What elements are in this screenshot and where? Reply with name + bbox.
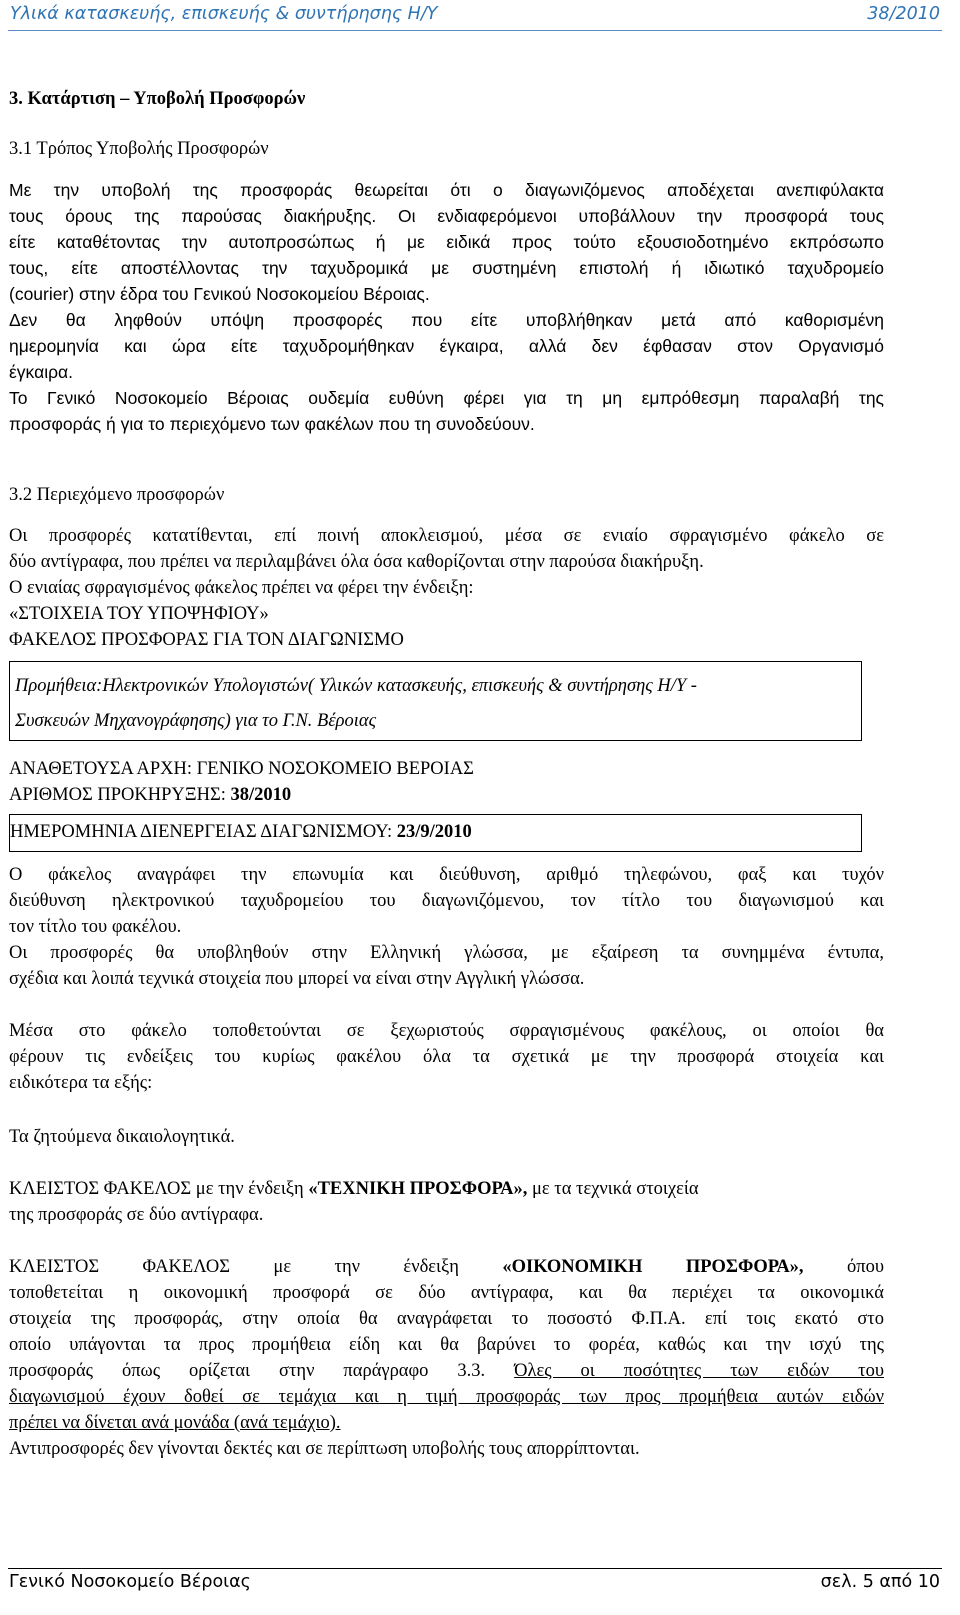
paragraph-line: τοποθετείται η οικονομική προσφορά σε δύο αντίγραφα, και θα περιέχει τα οικονομικά: [9, 1283, 884, 1303]
procurement-line: Συσκευών Μηχανογράφησης) για το Γ.Ν. Βέροιας: [15, 711, 377, 731]
paragraph-line: οποίο υπάγονται τα προς προμήθεια είδη και θα βαρύνει το φορέα, καθώς και την ισχύ της: [9, 1335, 884, 1355]
financial-envelope-prefix: ΚΛΕΙΣΤΟΣ ΦΑΚΕΛΟΣ με την ένδειξη: [9, 1257, 503, 1277]
paragraph-line: ειδικότερα τα εξής:: [9, 1073, 153, 1093]
proclamation-number: [9, 782, 884, 808]
page-footer: [9, 1572, 940, 1592]
paragraph-line: είτε καταθέτοντας την αυτοπροσώπως ή με ειδικά προς τούτο εξουσιοδοτημένο εκπρόσωπο: [9, 232, 884, 252]
technical-envelope-title: «ΤΕΧΝΙΚΗ ΠΡΟΣΦΟΡΑ»,: [308, 1179, 528, 1199]
paragraph-line: Δεν θα ληφθούν υπόψη προσφορές που είτε υποβλήθηκαν μετά από καθορισμένη: [9, 310, 884, 330]
header-rule: [8, 30, 942, 31]
paragraph-line: Ο φάκελος αναγράφει την επωνυμία και διεύθυνση, αριθμό τηλεφώνου, φαξ και τυχόν: [9, 865, 884, 885]
footer-page-number: σελ. 5 από 10: [820, 1572, 940, 1592]
paragraph-line: Οι προσφορές θα υποβληθούν στην Ελληνική γλώσσα, με εξαίρεση τα συνημμένα έντυπα,: [9, 943, 884, 963]
header-doc-number: 38/2010: [867, 4, 940, 24]
financial-envelope-title: «ΟΙΚΟΝΟΜΙΚΗ ΠΡΟΣΦΟΡΑ»,: [502, 1257, 804, 1277]
underlined-line: διαγωνισμού έχουν δοθεί σε τεμάχια και η τιμή προσφοράς των προς προμήθεια αυτών ειδών: [9, 1387, 884, 1407]
tender-date: [10, 822, 472, 843]
financial-envelope-line: [9, 1254, 884, 1280]
section-3-2-heading: 3.2 Περιεχόμενο προσφορών: [9, 485, 225, 505]
underlined-fragment: Όλες οι ποσότητες των ειδών του: [514, 1361, 884, 1381]
technical-envelope-line: [9, 1176, 884, 1202]
footer-rule: [8, 1568, 942, 1569]
contracting-authority: ΑΝΑΘΕΤΟΥΣΑ ΑΡΧΗ: ΓΕΝΙΚΟ ΝΟΣΟΚΟΜΕΙΟ ΒΕΡΟΙΑΣ: [9, 759, 474, 779]
section-3-1-heading: 3.1 Τρόπος Υποβολής Προσφορών: [9, 139, 269, 159]
paragraph-line: σχέδια και λοιπά τεχνικά στοιχεία που μπορεί να είναι στην Αγγλική γλώσσα.: [9, 969, 585, 989]
paragraph-line: διεύθυνση ηλεκτρονικού ταχυδρομείου του διαγωνιζόμενου, τον τίτλο του διαγωνισμού και: [9, 891, 884, 911]
counter-offers-note: Αντιπροσφορές δεν γίνονται δεκτές και σε περίπτωση υποβολής τους απορρίπτονται.: [9, 1439, 640, 1459]
paragraph-line: τους, είτε αποστέλλοντας την ταχυδρομικά με συστημένη επιστολή ή ιδιωτικό ταχυδρομείο: [9, 258, 884, 278]
paragraph-line: Το Γενικό Νοσοκομείο Βέροιας ουδεμία ευθύνη φέρει για τη μη εμπρόθεσμη παραλαβή της: [9, 388, 884, 408]
required-documents: Τα ζητούμενα δικαιολογητικά.: [9, 1127, 235, 1147]
paragraph-line: Ο ενιαίας σφραγισμένος φάκελος πρέπει να φέρει την ένδειξη:: [9, 578, 474, 598]
financial-envelope-suffix: όπου: [803, 1257, 884, 1277]
candidate-label: «ΣΤΟΙΧΕΙΑ ΤΟΥ ΥΠΟΨΗΦΙΟΥ»: [9, 604, 269, 624]
paragraph-line: δύο αντίγραφα, που πρέπει να περιλαμβάνει όλα όσα καθορίζονται στην παρούσα διακήρυξη.: [9, 552, 704, 572]
paragraph-line: τον τίτλο του φακέλου.: [9, 917, 182, 937]
paragraph-line: Με την υποβολή της προσφοράς θεωρείται ότι ο διαγωνιζόμενος αποδέχεται ανεπιφύλακτα: [9, 180, 884, 200]
paragraph-line: (courier) στην έδρα του Γενικού Νοσοκομείου Βέροιας.: [9, 284, 430, 304]
technical-envelope-prefix: ΚΛΕΙΣΤΟΣ ΦΑΚΕΛΟΣ με την ένδειξη: [9, 1179, 309, 1199]
paragraph-line: στοιχεία της προσφοράς, στην οποία θα αναγράφεται το ποσοστό Φ.Π.Α. επί τοις εκατό στο: [9, 1309, 884, 1329]
paragraph-line: έγκαιρα.: [9, 362, 74, 382]
technical-envelope-suffix: με τα τεχνικά στοιχεία: [527, 1179, 699, 1199]
section-3-heading: 3. Κατάρτιση – Υποβολή Προσφορών: [9, 89, 306, 109]
footer-hospital-name: Γενικό Νοσοκομείο Βέροιας: [9, 1572, 251, 1592]
paragraph-line: ημερομηνία και ώρα είτε ταχυδρομήθηκαν έγκαιρα, αλλά δεν έφθασαν στον Οργανισμό: [9, 336, 884, 356]
header-title: Υλικά κατασκευής, επισκευής & συντήρησης Η/Υ: [10, 4, 438, 24]
proclamation-label: ΑΡΙΘΜΟΣ ΠΡΟΚΗΡΥΞΗΣ:: [9, 785, 231, 805]
procurement-line: Προμήθεια:Ηλεκτρονικών Υπολογιστών( Υλικών κατασκευής, επισκευής & συντήρησης Η/Υ -: [15, 676, 697, 696]
underlined-line: πρέπει να δίνεται ανά μονάδα (ανά τεμάχιο).: [9, 1413, 341, 1433]
paragraph-line: Μέσα στο φάκελο τοποθετούνται σε ξεχωριστούς σφραγισμένους φακέλους, οι οποίοι θα: [9, 1021, 884, 1041]
paragraph-line: τους όρους της παρούσας διακήρυξης. Οι ενδιαφερόμενοι υποβάλλουν την προσφορά τους: [9, 206, 884, 226]
page-header: [10, 4, 940, 24]
paragraph-line: προσφοράς ή για το περιεχόμενο των φακέλων που τη συνοδεύουν.: [9, 414, 535, 434]
paragraph-line: Οι προσφορές κατατίθενται, επί ποινή αποκλεισμού, μέσα σε ενιαίο σφραγισμένο φάκελο σε: [9, 526, 884, 546]
paragraph-fragment: προσφοράς όπως ορίζεται στην παράγραφο 3.3.: [9, 1361, 515, 1381]
date-box: [9, 814, 862, 852]
proclamation-value: 38/2010: [230, 785, 292, 805]
procurement-box: [9, 661, 862, 741]
envelope-label: ΦΑΚΕΛΟΣ ΠΡΟΣΦΟΡΑΣ ΓΙΑ ΤΟΝ ΔΙΑΓΩΝΙΣΜΟ: [9, 630, 404, 650]
tender-date-label: ΗΜΕΡΟΜΗΝΙΑ ΔΙΕΝΕΡΓΕΙΑΣ ΔΙΑΓΩΝΙΣΜΟΥ:: [10, 822, 397, 842]
paragraph-line: φέρουν τις ενδείξεις του κυρίως φακέλου όλα τα σχετικά με την προσφορά στοιχεία και: [9, 1047, 884, 1067]
paragraph-line: [9, 1358, 884, 1384]
paragraph-line: της προσφοράς σε δύο αντίγραφα.: [9, 1205, 264, 1225]
tender-date-value: 23/9/2010: [396, 822, 472, 842]
